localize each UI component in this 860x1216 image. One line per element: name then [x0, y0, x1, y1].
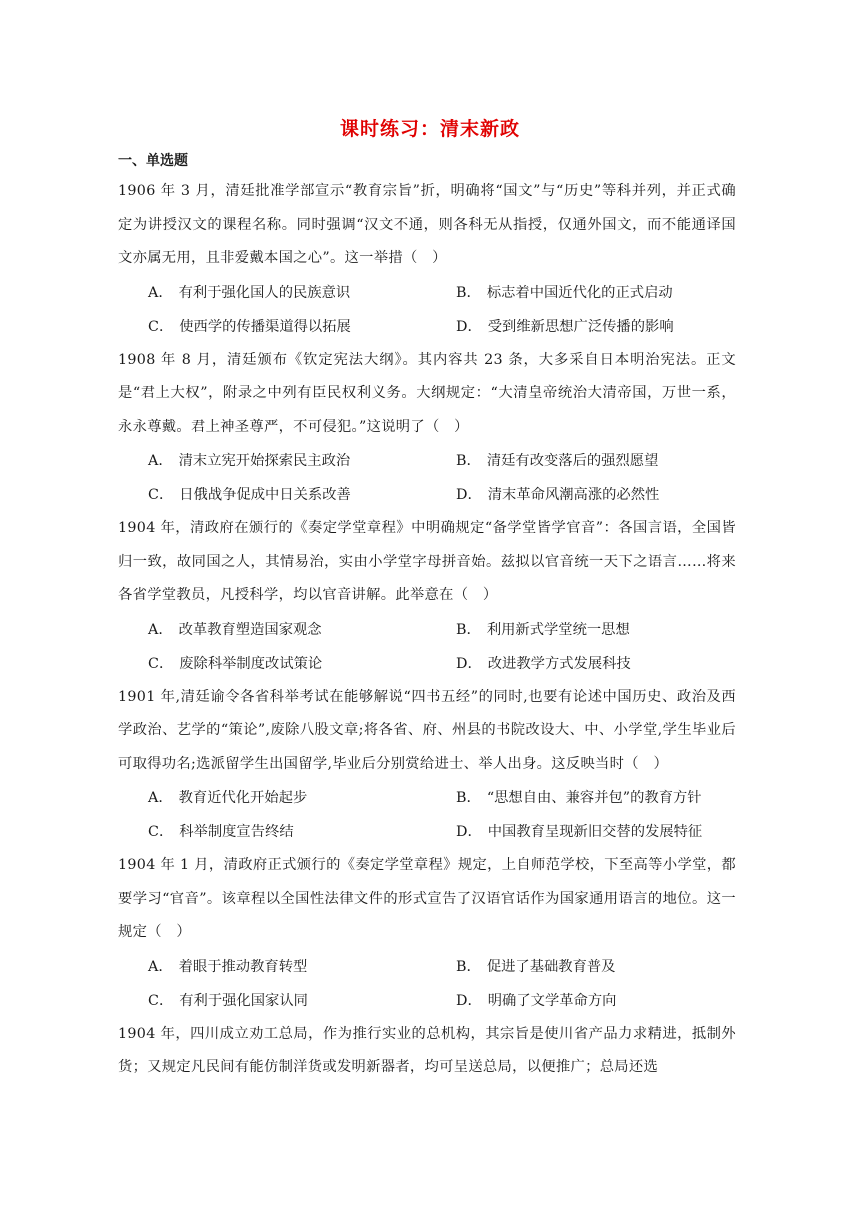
question-text: 1904 年 1 月，清政府正式颁行的《奏定学堂章程》规定，上自师范学校，下至高等小学堂，都要学习“官音”。该章程以全国性法律文件的形式宣告了汉语官话作为国家通用语言的地位。这一规定（ ） — [118, 857, 736, 940]
option-c: C． 使西学的传播渠道得以拓展 — [148, 318, 351, 335]
question-1 — [118, 175, 736, 344]
question-6 — [118, 1018, 736, 1085]
option-d: D． 改进教学方式发展科技 — [456, 655, 631, 672]
option-a: A． 有利于强化国人的民族意识 — [148, 284, 351, 301]
options-grid — [118, 444, 736, 512]
question-text: 1908 年 8 月，清廷颁布《钦定宪法大纲》。其内容共 23 条，大多采自日本明治宪法。正文是“君上大权”，附录之中列有臣民权利义务。大纲规定：“大清皇帝统治大清帝国，万世一系，永永尊戴。君上神圣尊严，不可侵犯。”这说明了（ ） — [118, 351, 736, 435]
section-heading: 一、单选题 — [118, 153, 188, 169]
option-a: A． 改革教育塑造国家观念 — [148, 621, 322, 638]
option-b: B． “思想自由、兼容并包”的教育方针 — [456, 790, 702, 806]
question-4 — [118, 681, 736, 850]
options-grid — [118, 950, 736, 1018]
option-c: C． 科举制度宣告终结 — [148, 824, 294, 840]
option-b: B． 标志着中国近代化的正式启动 — [456, 284, 673, 301]
options-grid — [118, 781, 736, 849]
option-b: B． 清廷有改变落后的强烈愿望 — [456, 453, 659, 469]
option-c: C． 废除科举制度改试策论 — [148, 655, 323, 672]
question-2 — [118, 344, 736, 513]
option-a: A． 清末立宪开始探索民主政治 — [148, 453, 351, 469]
option-a: A． 教育近代化开始起步 — [148, 790, 308, 806]
option-d: D． 明确了文学革命方向 — [456, 992, 617, 1009]
option-a: A． 着眼于推动教育转型 — [148, 958, 308, 975]
option-d: D． 中国教育呈现新旧交替的发展特征 — [456, 824, 703, 840]
option-c: C． 日俄战争促成中日关系改善 — [148, 487, 351, 503]
option-c: C． 有利于强化国家认同 — [148, 992, 308, 1009]
options-grid — [118, 276, 736, 344]
question-5 — [118, 849, 736, 1018]
question-text: 1906 年 3 月，清廷批准学部宣示“教育宗旨”折，明确将“国文”与“历史”等科并列，并正式确定为讲授汉文的课程名称。同时强调“汉文不通，则各科无从指授，仅通外国文，而不能通译国文亦属无用，且非爱戴本国之心”。这一举措（ ） — [118, 183, 736, 266]
question-3 — [118, 512, 736, 681]
option-b: B． 利用新式学堂统一思想 — [456, 621, 630, 638]
question-text: 1904 年，四川成立劝工总局，作为推行实业的总机构，其宗旨是使川省产品力求精进，抵制外货；又规定凡民间有能仿制洋货或发明新器者，均可呈送总局，以便推广；总局还选 — [118, 1025, 736, 1075]
question-text: 1901 年,清廷谕令各省科举考试在能够解说“四书五经”的同时,也要有论述中国历史、政治及西学政治、艺学的“策论”,废除八股文章;将各省、府、州县的书院改设大、中、小学堂,学生毕业后可取得功名;选派留学生出国留学,毕业后分别赏给进士、举人出身。这反映当时（ ） — [118, 688, 736, 772]
options-grid — [118, 613, 736, 681]
option-b: B． 促进了基础教育普及 — [456, 958, 616, 975]
question-list — [118, 175, 736, 1085]
question-text: 1904 年，清政府在颁行的《奏定学堂章程》中明确规定“备学堂皆学官音”：各国言语，全国皆归一致，故同国之人，其情易治，实由小学堂字母拼音始。兹拟以官音统一天下之语言……将来各省学堂教员，凡授科学，均以官音讲解。此举意在（ ） — [118, 520, 736, 603]
option-d: D． 清末革命风潮高涨的必然性 — [456, 487, 660, 503]
option-d: D． 受到维新思想广泛传播的影响 — [456, 318, 674, 335]
page-title: 课时练习：清末新政 — [339, 118, 520, 140]
